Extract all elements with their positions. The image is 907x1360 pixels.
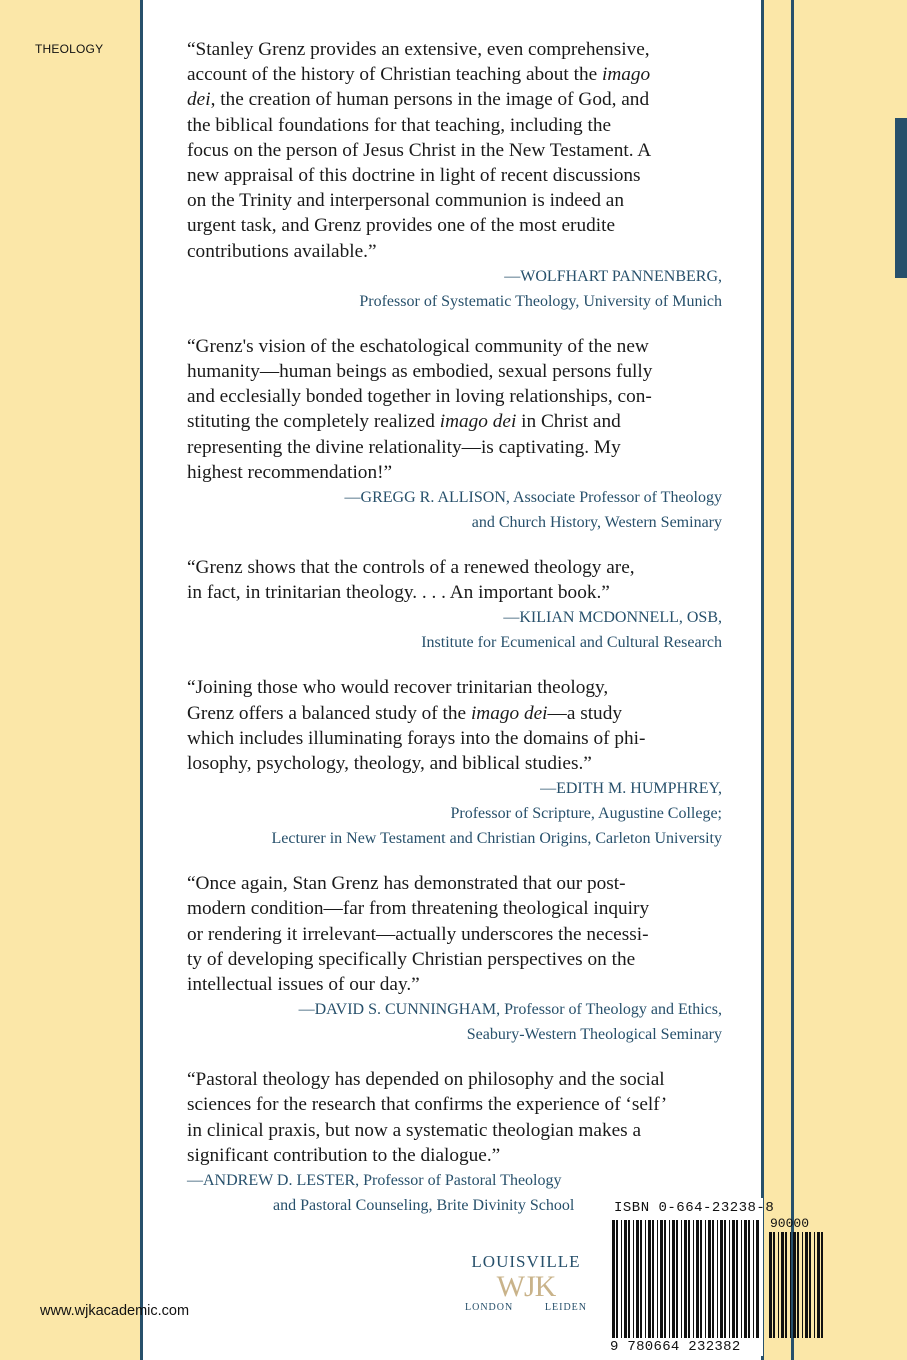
quote-line: account of the history of Christian teaching about the imago [187,64,651,86]
attribution-line: and Church History, Western Seminary [471,514,722,532]
publisher-logo [465,1252,587,1313]
attribution-line: —WOLFHART PANNENBERG, [504,267,722,285]
attribution-line: Lecturer in New Testament and Christian Origins, Carleton University [271,830,722,848]
category-label: THEOLOGY [35,42,104,56]
publisher-website: www.wjkacademic.com [40,1303,190,1319]
price-barcode-bar [805,1232,808,1338]
price-barcode-bar [778,1232,779,1338]
price-code: 90000 [770,1216,810,1231]
barcode-bar [732,1220,735,1338]
price-barcode-bar [821,1232,823,1338]
barcode-bar [640,1220,642,1338]
quote-line: dei, the creation of human persons in the image of God, and [187,89,650,111]
attribution-line: —DAVID S. CUNNINGHAM, Professor of Theology and Ethics, [298,1001,722,1019]
quote-line: in clinical praxis, but now a systematic theologian makes a [187,1119,642,1141]
price-barcode-bar [790,1232,791,1338]
price-barcode-bar [817,1232,820,1338]
price-barcode-bar [797,1232,799,1338]
attribution-line: —EDITH M. HUMPHREY, [540,780,722,798]
barcode-bar [669,1220,670,1338]
publisher-cities [465,1302,587,1313]
blurb-attribution [187,997,722,1047]
barcode-bar [612,1220,615,1338]
quote-line: modern condition—far from threatening theological inquiry [187,898,650,920]
barcode-bar [645,1220,646,1338]
barcode-bar [712,1220,714,1338]
barcode-bar [729,1220,730,1338]
blurb [187,675,722,851]
quote-line: in fact, in trinitarian theology. . . . An important book.” [187,582,610,604]
price-barcode-bar [781,1232,784,1338]
blurb-quote [187,37,722,264]
quote-line: which includes illuminating forays into the domains of phi- [187,727,646,749]
quote-line: new appraisal of this doctrine in light of recent discussions [187,165,641,187]
quote-line: “Once again, Stan Grenz has demonstrated that our post- [187,873,626,895]
price-barcode-bar [773,1232,775,1338]
blurb-attribution [187,485,722,535]
blurb-attribution [187,264,722,314]
blurb-quote [187,334,722,485]
price-barcode-bar [785,1232,787,1338]
spine-tab [895,118,907,278]
barcode-bar [616,1220,618,1338]
blurb [187,1067,722,1218]
blurb [187,555,722,655]
barcode-bar [748,1220,750,1338]
barcode-bar [696,1220,699,1338]
publisher-wordmark: WJK [496,1270,556,1303]
ean-digits: 9 780664 232382 [610,1339,741,1355]
attribution-line: —KILIAN MCDONNELL, OSB, [503,609,722,627]
quote-line: contributions available.” [187,240,377,262]
barcode-bar [676,1220,678,1338]
quote-line: and ecclesially bonded together in loving relationships, con- [187,386,652,408]
barcode-bar [684,1220,687,1338]
quote-line: humanity—human beings as embodied, sexual persons fully [187,361,653,383]
attribution-line: —GREGG R. ALLISON, Associate Professor of Theology [344,489,722,507]
quote-line: significant contribution to the dialogue.” [187,1144,501,1166]
price-barcode-bar [769,1232,772,1338]
isbn-label: ISBN 0-664-23238-8 [614,1200,775,1216]
quote-line: ty of developing specifically Christian perspectives on the [187,948,636,970]
barcode-bar [720,1220,723,1338]
publisher-left-city: LONDON [465,1302,514,1313]
barcode-bar [636,1220,639,1338]
blurb-quote [187,871,722,997]
attribution-line: Professor of Systematic Theology, University of Munich [359,292,722,310]
spine-band [764,0,907,1360]
barcode-bar [736,1220,738,1338]
attribution-line: Professor of Scripture, Augustine College; [450,805,722,823]
price-barcode [769,1232,825,1338]
barcode-bar [672,1220,675,1338]
ean-barcode [612,1220,762,1338]
barcode-bar [744,1220,747,1338]
barcode-bar [741,1220,742,1338]
barcode-bar [664,1220,666,1338]
attribution-line: Seabury-Western Theological Seminary [466,1026,722,1044]
quote-line: “Grenz's vision of the eschatological community of the new [187,335,649,357]
quote-line: Grenz offers a balanced study of the imago dei—a study [187,702,622,724]
blurb [187,871,722,1047]
price-barcode-bar [802,1232,803,1338]
price-barcode-bar [793,1232,796,1338]
blurb-list [187,37,722,1238]
price-barcode-bar [814,1232,815,1338]
barcode-bar [724,1220,726,1338]
quote-line: urgent task, and Grenz provides one of the most erudite [187,215,616,237]
quote-line: the biblical foundations for that teaching, including the [187,114,612,136]
publisher-city: LOUISVILLE [471,1252,581,1271]
barcode-bar [700,1220,702,1338]
barcode-bar [657,1220,658,1338]
publisher-right-city: LEIDEN [544,1302,587,1313]
left-band [0,0,140,1360]
attribution-line: and Pastoral Counseling, Brite Divinity School [273,1197,575,1215]
attribution-line: —ANDREW D. LESTER, Professor of Pastoral Theology [187,1172,562,1190]
quote-line: focus on the person of Jesus Christ in the New Testament. A [187,139,652,161]
barcode-bar [648,1220,651,1338]
spine-rule [791,0,794,1360]
quote-line: representing the divine relationality—is captivating. My [187,436,621,458]
barcode-bar [708,1220,711,1338]
barcode-bar [705,1220,706,1338]
attribution-line: Institute for Ecumenical and Cultural Research [421,634,722,652]
blurb [187,37,722,314]
blurb [187,334,722,535]
price-barcode-bar [809,1232,811,1338]
blurb-quote [187,675,722,776]
barcode-bar [621,1220,622,1338]
quote-line: “Grenz shows that the controls of a renewed theology are, [187,557,635,579]
quote-line: highest recommendation!” [187,461,393,483]
quote-line: “Stanley Grenz provides an extensive, even comprehensive, [187,39,650,60]
barcode-bar [633,1220,634,1338]
barcode-bar [753,1220,754,1338]
barcode-bar [717,1220,718,1338]
quote-line: “Pastoral theology has depended on philosophy and the social [187,1069,665,1091]
blurb-attribution [187,605,722,655]
quote-line: or rendering it irrelevant—actually underscores the necessi- [187,923,649,945]
quote-line: on the Trinity and interpersonal communion is indeed an [187,190,624,212]
barcode-bar [624,1220,627,1338]
quote-line: stituting the completely realized imago dei in Christ and [187,411,621,433]
blurb-attribution [187,776,722,851]
barcode-bar [652,1220,654,1338]
barcode-bar [756,1220,759,1338]
blurb-quote [187,555,722,605]
barcode-bar [688,1220,690,1338]
quote-line: sciences for the research that confirms the experience of ‘self’ [187,1094,668,1116]
barcode-bar [681,1220,682,1338]
barcode-bar [693,1220,694,1338]
quote-line: “Joining those who would recover trinitarian theology, [187,677,609,699]
barcode-bar [660,1220,663,1338]
quote-line: intellectual issues of our day.” [187,974,420,996]
blurb-quote [187,1067,722,1168]
quote-line: losophy, psychology, theology, and biblical studies.” [187,753,592,775]
barcode-bar [628,1220,630,1338]
